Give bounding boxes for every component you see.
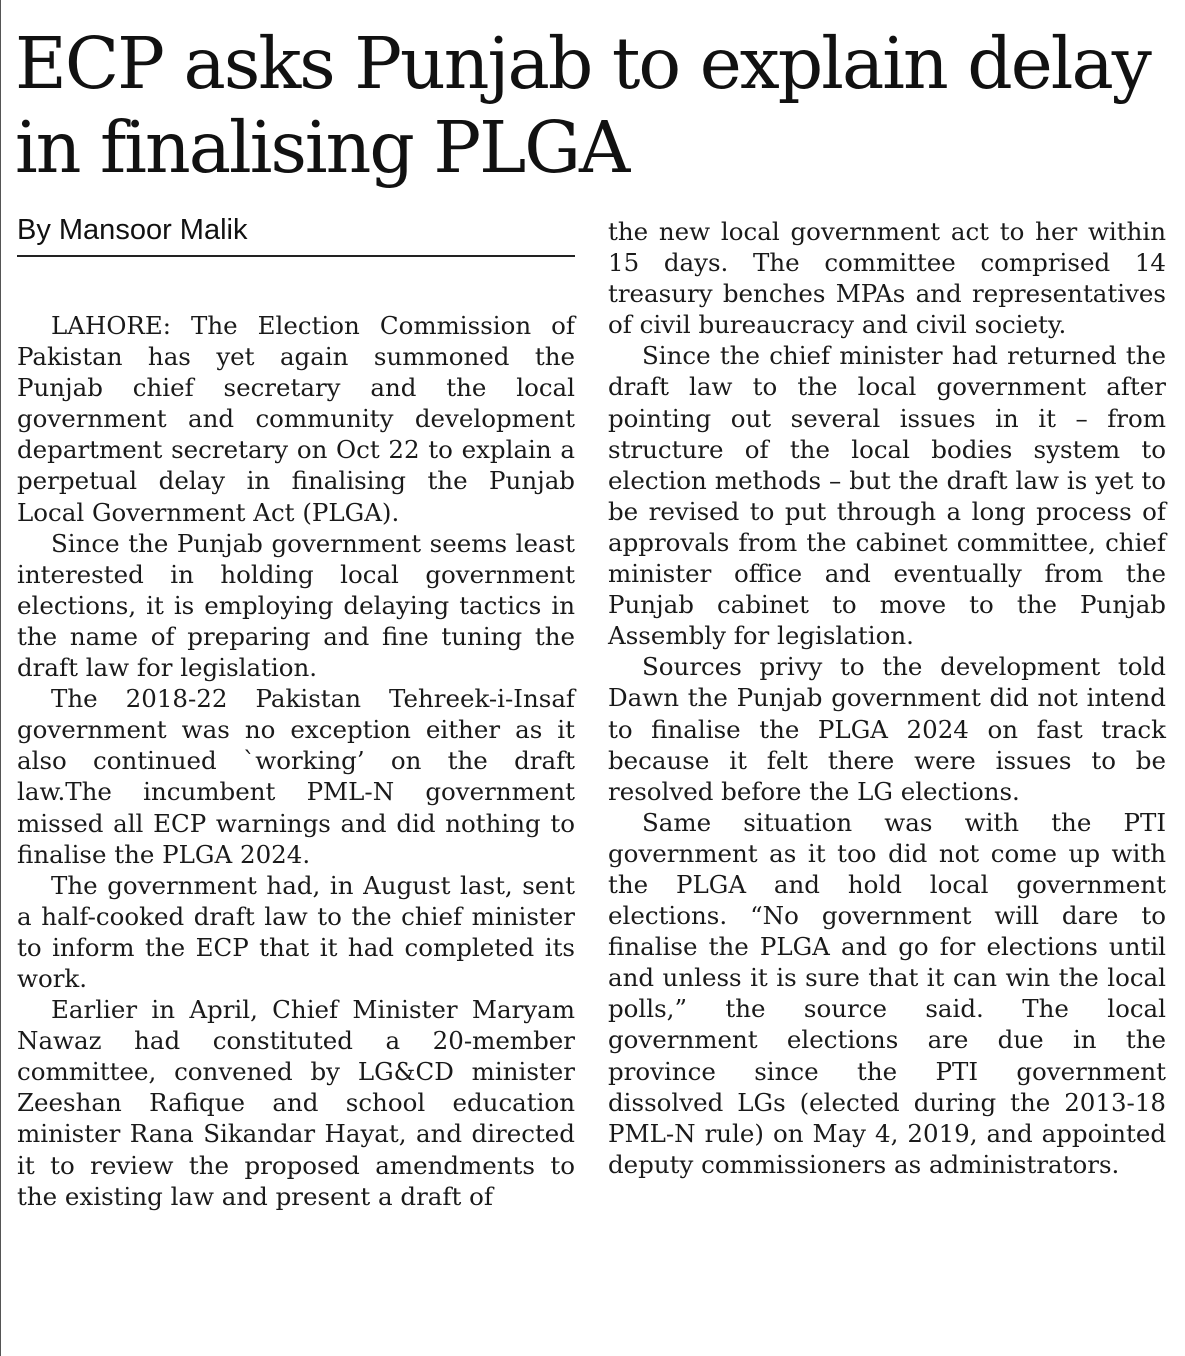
article-paragraph: Same situation was with the PTI government as it too did not come up with the PLGA and hold local government elections. “No government will dare to finalise the PLGA and go for elections until and unless it is sure that it can win the local polls,” the source said. The local government elections are due in the province since the PTI government dissolved LGs (elected during the 2013-18 PML-N rule) on May 4, 2019, and appointed deputy commissioners as administrators. [608,807,1166,1179]
article-paragraph: Since the Punjab government seems least interested in holding local government elections, it is employing delaying tactics in the name of preparing and fine tuning the draft law for legislation. [17,528,575,683]
headline: ECP asks Punjab to explain delay in finalising PLGA [15,22,1150,189]
article-paragraph: Earlier in April, Chief Minister Maryam Nawaz had constituted a 20-member committee, convened by LG&CD minister Zeeshan Rafique and school education minister Rana Sikandar Hayat, and directed it to review the proposed amendments to the existing law and present a draft of [17,995,575,1211]
article-column-right [608,216,1166,1180]
article-paragraph: Since the chief minister had returned the draft law to the local government after pointing out several issues in it – from structure of the local bodies system to election methods – but the draft law is yet to be revised to put through a long process of approvals from the cabinet committee, chief minister office and eventually from the Punjab cabinet to move to the Punjab Assembly for legislation. [608,341,1166,651]
article-column-left [17,310,575,1212]
article-paragraph: The 2018-22 Pakistan Tehreek-i-Insaf government was no exception either as it also continued `working’ on the draft law.The incumbent PML-N government missed all ECP warnings and did nothing to finalise the PLGA 2024. [17,684,575,869]
article-paragraph: LAHORE: The Election Commission of Pakistan has yet again summoned the Punjab chief secretary and the local government and community development department secretary on Oct 22 to explain a perpetual delay in finalising the Punjab Local Government Act (PLGA). [17,311,575,527]
article-paragraph: The government had, in August last, sent a half-cooked draft law to the chief minister to inform the ECP that it had completed its work. [17,870,575,993]
article-paragraph-continuation: the new local government act to her within 15 days. The committee comprised 14 treasury benches MPAs and representatives of civil bureaucracy and civil society. [608,217,1166,340]
article-paragraph: Sources privy to the development told Dawn the Punjab government did not intend to finalise the PLGA 2024 on fast track because it felt there were issues to be resolved before the LG elections. [608,652,1166,806]
byline: By Mansoor Malik [17,211,575,257]
